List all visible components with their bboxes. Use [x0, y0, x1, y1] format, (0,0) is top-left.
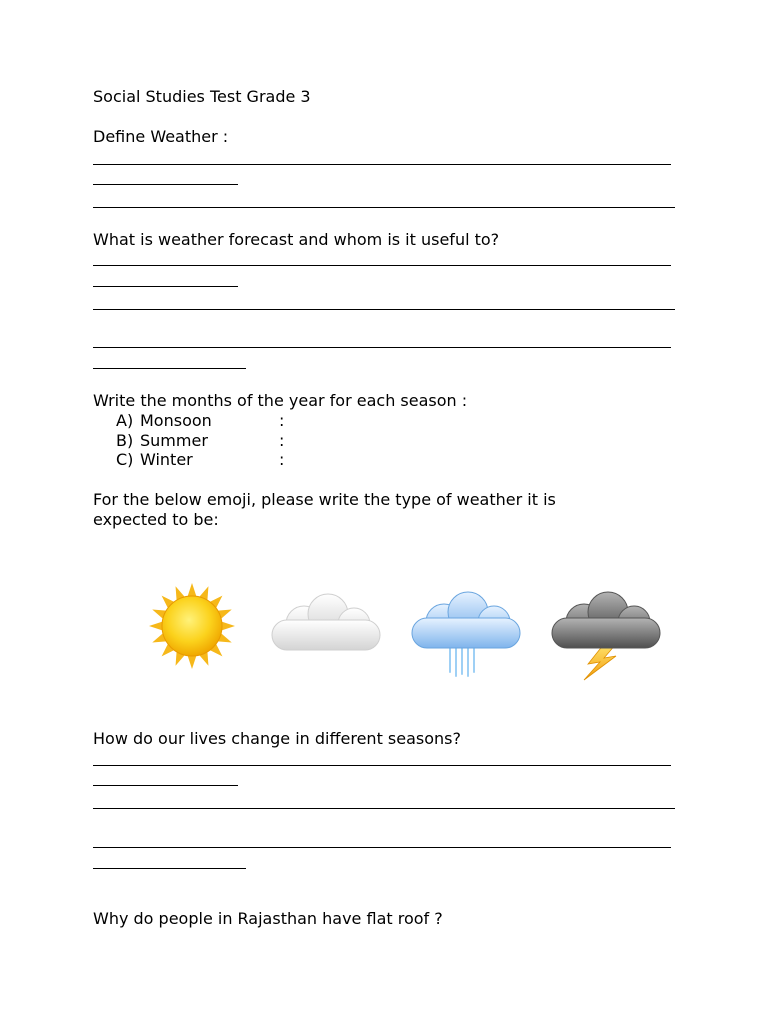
answer-line	[93, 265, 671, 266]
question-emoji-weather-line2: expected to be:	[93, 510, 219, 529]
answer-line	[93, 847, 671, 848]
season-letter: B)	[116, 431, 134, 450]
sun-ray	[188, 656, 197, 669]
answer-line	[93, 164, 671, 165]
rain-cloud-icon	[406, 590, 526, 682]
season-name: Monsoon	[140, 411, 212, 430]
season-separator: :	[279, 411, 285, 430]
answer-line	[93, 785, 238, 786]
answer-line	[93, 286, 238, 287]
answer-line	[93, 309, 675, 310]
answer-line	[93, 868, 246, 869]
question-rajasthan-roof: Why do people in Rajasthan have flat roof ?	[93, 909, 443, 928]
season-name: Summer	[140, 431, 208, 450]
season-separator: :	[279, 450, 285, 469]
question-define-weather: Define Weather :	[93, 127, 229, 146]
question-emoji-weather-line1: For the below emoji, please write the type of weather it is	[93, 490, 556, 509]
sun-ray	[222, 622, 235, 631]
season-name: Winter	[140, 450, 193, 469]
cloud-icon	[266, 590, 386, 656]
answer-line	[93, 347, 671, 348]
season-letter: A)	[116, 411, 134, 430]
thunderstorm-icon	[546, 590, 666, 684]
question-months-season: Write the months of the year for each season :	[93, 391, 468, 410]
answer-line	[93, 184, 238, 185]
season-item-winter	[116, 450, 193, 470]
season-separator: :	[279, 431, 285, 450]
season-item-monsoon	[116, 411, 212, 431]
answer-line	[93, 207, 675, 208]
sun-ray	[188, 583, 197, 596]
season-letter: C)	[116, 450, 134, 469]
answer-line	[93, 368, 246, 369]
season-item-summer	[116, 431, 208, 451]
page-title: Social Studies Test Grade 3	[93, 87, 311, 106]
sun-ray	[149, 622, 162, 631]
answer-line	[93, 808, 675, 809]
question-weather-forecast: What is weather forecast and whom is it useful to?	[93, 230, 500, 249]
answer-line	[93, 765, 671, 766]
sun-icon	[138, 582, 246, 670]
question-lives-change: How do our lives change in different seasons?	[93, 729, 461, 748]
